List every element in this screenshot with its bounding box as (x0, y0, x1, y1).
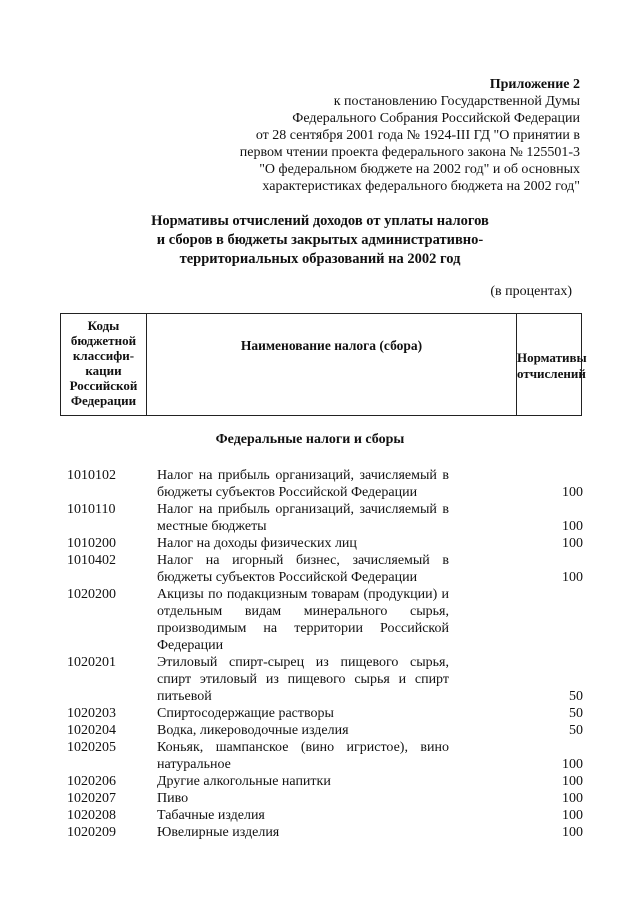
table-body (67, 467, 587, 841)
row-name: Налог на прибыль организаций, зачисляемый в бюджеты субъектов Российской Федерации (157, 468, 449, 500)
table-row (67, 586, 587, 654)
row-code: 1020205 (67, 740, 116, 755)
row-rate: 50 (569, 723, 583, 738)
table-row (67, 552, 587, 586)
row-name: Водка, ликероводочные изделия (157, 723, 349, 738)
header-name: Наименование налога (сбора) (147, 314, 517, 415)
table-row (67, 467, 587, 501)
row-name: Налог на игорный бизнес, зачисляемый в бюджеты субъектов Российской Федерации (157, 553, 449, 585)
row-rate: 100 (562, 808, 583, 823)
table-row (67, 654, 587, 705)
header-codes-line: классифи- (72, 348, 135, 363)
table-row (67, 807, 587, 824)
document-title-line: и сборов в бюджеты закрытых административно- (156, 232, 484, 248)
row-name: Ювелирные изделия (157, 825, 280, 840)
appendix-title: Приложение 2 (489, 77, 580, 92)
row-rate: 100 (562, 536, 583, 551)
header-codes-line: Федерации (70, 393, 137, 408)
appendix-line: "О федеральном бюджете на 2002 год" и об основных (259, 162, 580, 177)
row-name: Пиво (157, 791, 189, 806)
row-rate: 50 (569, 689, 583, 704)
row-code: 1020209 (67, 825, 116, 840)
row-rate: 100 (562, 485, 583, 500)
row-name: Другие алкогольные напитки (157, 774, 331, 789)
header-rate-line: Нормативы (517, 350, 587, 365)
row-code: 1020204 (67, 723, 116, 738)
document-title (110, 212, 530, 269)
table-row (67, 790, 587, 807)
header-rate-line: отчислений (517, 366, 586, 381)
row-rate: 50 (569, 706, 583, 721)
row-name: Налог на доходы физических лиц (157, 536, 357, 551)
row-rate: 100 (562, 570, 583, 585)
row-rate: 100 (562, 791, 583, 806)
appendix-line: характеристиках федерального бюджета на 2002 год" (262, 179, 580, 194)
table-row (67, 739, 587, 773)
row-code: 1010200 (67, 536, 116, 551)
table-row (67, 501, 587, 535)
appendix-line: Федерального Собрания Российской Федерации (292, 111, 580, 126)
table-header (60, 313, 587, 416)
document-title-line: Нормативы отчислений доходов от уплаты налогов (151, 213, 489, 229)
row-code: 1020200 (67, 587, 116, 602)
row-rate: 100 (562, 774, 583, 789)
row-code: 1010402 (67, 553, 116, 568)
row-code: 1020203 (67, 706, 116, 721)
table-row (67, 773, 587, 790)
header-codes-line: кации (85, 363, 122, 378)
row-rate: 100 (562, 757, 583, 772)
row-code: 1020207 (67, 791, 116, 806)
row-name: Акцизы по подакцизным товарам (продукции) и отдельным видам минерального сырья, производимым на территории Российской Федерации (157, 587, 449, 653)
header-codes-line: Российской (69, 378, 138, 393)
document-title-line: территориальных образований на 2002 год (179, 251, 461, 267)
row-name: Налог на прибыль организаций, зачисляемый в местные бюджеты (157, 502, 449, 534)
section-title: Федеральные налоги и сборы (215, 432, 405, 447)
appendix-header (160, 76, 580, 195)
header-codes-line: Коды (87, 318, 120, 333)
row-name: Табачные изделия (157, 808, 265, 823)
row-rate: 100 (562, 825, 583, 840)
row-code: 1020208 (67, 808, 116, 823)
row-code: 1010110 (67, 502, 116, 517)
appendix-line: к постановлению Государственной Думы (333, 94, 580, 109)
row-code: 1020206 (67, 774, 116, 789)
row-code: 1020201 (67, 655, 116, 670)
header-codes (61, 314, 147, 415)
table-row (67, 705, 587, 722)
row-code: 1010102 (67, 468, 116, 483)
header-codes-line: бюджетной (70, 333, 137, 348)
header-rate (517, 314, 587, 415)
appendix-line: первом чтении проекта федерального закона № 125501-3 (239, 145, 580, 160)
table-row (67, 824, 587, 841)
appendix-line: от 28 сентября 2001 года № 1924-III ГД "О принятии в (255, 128, 580, 143)
unit-note: (в процентах) (490, 284, 572, 299)
row-name: Этиловый спирт-сырец из пищевого сырья, спирт этиловый из пищевого сырья и спирт питьевой (157, 655, 449, 704)
row-name: Коньяк, шампанское (вино игристое), вино натуральное (157, 740, 449, 772)
row-rate: 100 (562, 519, 583, 534)
table-row (67, 535, 587, 552)
table-row (67, 722, 587, 739)
row-name: Спиртосодержащие растворы (157, 706, 334, 721)
